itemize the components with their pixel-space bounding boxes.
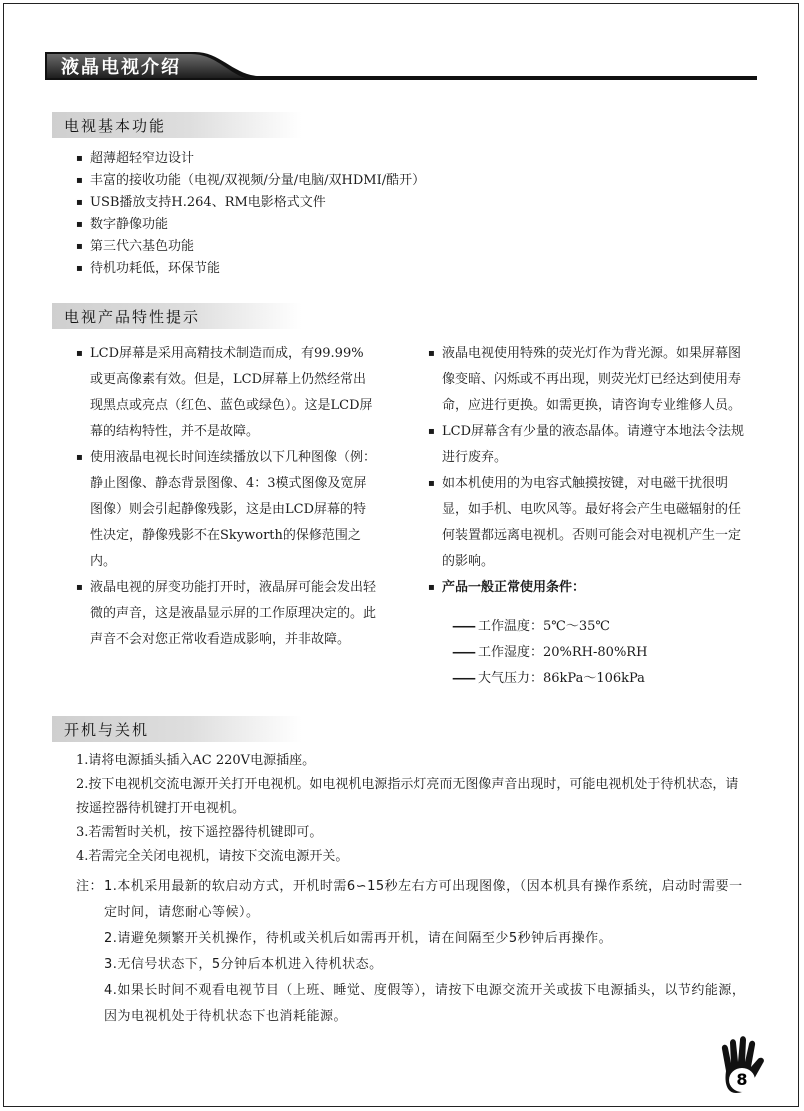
chapter-title: 液晶电视介绍 <box>61 57 181 78</box>
features-left-list <box>76 341 376 653</box>
list-item: ▪ 液晶电视使用特殊的荧光灯作为背光源。如果屏幕图像变暗、闪烁或不再出现，则荧光灯已经达到使用寿命，应进行更换。如需更换，请咨询专业维修人员。 <box>428 341 744 419</box>
condition-item <box>452 640 647 666</box>
conditions-title: ▪ 产品一般正常使用条件： <box>428 575 744 601</box>
power-step: 1.请将电源插头插入AC 220V电源插座。 <box>76 753 316 768</box>
condition-text: 工作温度：5℃～35℃ <box>478 619 610 634</box>
dash: —— <box>452 671 474 686</box>
power-notes <box>76 874 746 1030</box>
section-title-power: 开机与关机 <box>64 721 150 739</box>
note-item: 3.无信号状态下，5分钟后本机进入待机状态。 <box>104 957 383 972</box>
power-step: 3.若需暂时关机，按下遥控器待机键即可。 <box>76 825 323 840</box>
list-item: ▪ 液晶电视的屏变功能打开时，液晶屏可能会发出轻微的声音，这是液晶显示屏的工作原理决定的。此声音不会对您正常收看造成影响，并非故障。 <box>76 575 376 653</box>
list-item: ▪ USB播放支持H.264、RM电影格式文件 <box>76 192 425 214</box>
section-header-power <box>52 716 302 742</box>
list-item: ▪ 使用液晶电视长时间连续播放以下几种图像（例：静止图像、静态背景图像、4：3模式图像及宽屏图像）则会引起静像残影，这是由LCD屏幕的特性决定，静像残影不在Skyworth的保修范围之内。 <box>76 445 376 575</box>
dash: —— <box>452 619 474 634</box>
section-title-features: 电视产品特性提示 <box>64 308 201 326</box>
chapter-header <box>45 50 757 82</box>
condition-text: 大气压力：86kPa～106kPa <box>478 671 645 686</box>
list-item: ▪ LCD屏幕含有少量的液态晶体。请遵守本地法令法规进行废弃。 <box>428 419 744 471</box>
conditions-list <box>452 614 647 692</box>
features-right-list <box>428 341 744 601</box>
list-item: ▪ 丰富的接收功能（电视/双视频/分量/电脑/双HDMI/酷开） <box>76 170 425 192</box>
dash: —— <box>452 645 474 660</box>
section-header-basic <box>52 112 302 138</box>
condition-item <box>452 614 647 640</box>
list-item: ▪ 超薄超轻窄边设计 <box>76 148 425 170</box>
note-item: 2.请避免频繁开关机操作，待机或关机后如需再开机，请在间隔至少5秒钟后再操作。 <box>104 931 613 946</box>
note-item <box>76 874 746 926</box>
condition-item <box>452 666 647 692</box>
list-item: ▪ 第三代六基色功能 <box>76 236 425 258</box>
list-item: ▪ 待机功耗低，环保节能 <box>76 258 425 280</box>
list-item: ▪ 如本机使用的为电容式触摸按键，对电磁干扰很明显，如手机、电吹风等。最好将会产生电磁辐射的任何装置都远离电视机。否则可能会对电视机产生一定的影响。 <box>428 471 744 575</box>
power-steps <box>76 749 746 869</box>
power-step: 2.按下电视机交流电源开关打开电视机。如电视机电源指示灯亮而无图像声音出现时，可能电视机处于待机状态，请按遥控器待机键打开电视机。 <box>76 777 739 816</box>
section-title-basic: 电视基本功能 <box>64 117 167 135</box>
list-item: ▪ LCD屏幕是采用高精技术制造而成，有99.99%或更高像素有效。但是，LCD屏幕上仍然经常出现黑点或亮点（红色、蓝色或绿色）。这是LCD屏幕的结构特性，并不是故障。 <box>76 341 376 445</box>
list-item: ▪ 数字静像功能 <box>76 214 425 236</box>
power-step: 4.若需完全关闭电视机，请按下交流电源开关。 <box>76 849 349 864</box>
page-number: 8 <box>736 1070 748 1089</box>
basic-features-list <box>76 148 425 280</box>
section-header-features <box>52 303 302 329</box>
note-item: 4.如果长时间不观看电视节目（上班、睡觉、度假等），请按下电源交流开关或拔下电源插头，以节约能源，因为电视机处于待机状态下也消耗能源。 <box>104 983 746 1024</box>
notes-label: 注： <box>76 879 104 894</box>
note-text: 1.本机采用最新的软启动方式，开机时需6∽15秒左右方可出现图像，（因本机具有操作系统，启动时需要一定时间，请您耐心等候）。 <box>104 879 743 920</box>
condition-text: 工作湿度：20%RH-80%RH <box>478 645 648 660</box>
